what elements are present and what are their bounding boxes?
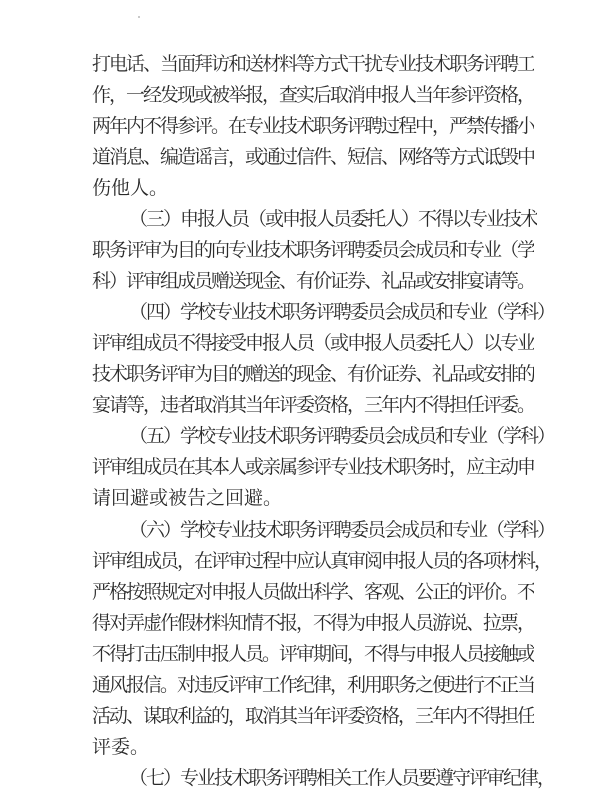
document-line: 伤他人。 [92,177,169,199]
document-line: 宴请等，违者取消其当年评委资格，三年内不得担任评委。 [92,394,535,416]
document-line: 评审组成员在其本人或亲属参评专业技术职务时，应主动申 [92,456,535,478]
document-line: （五）学校专业技术职务评聘委员会成员和专业（学科） [129,425,555,447]
document-line: 不得打击压制申报人员。评审期间，不得与申报人员接触或 [92,643,535,665]
document-line: 请回避或被告之回避。 [92,487,283,509]
scan-artifact [138,16,140,18]
document-line: 两年内不得参评。在专业技术职务评聘过程中，严禁传播小 [92,115,535,137]
document-line: 评审组成员不得接受申报人员（或申报人员委托人）以专业 [92,332,535,354]
document-line: 打电话、当面拜访和送材料等方式干扰专业技术职务评聘工 [92,53,535,75]
document-line: 评委。 [92,736,150,758]
document-line: （四）学校专业技术职务评聘委员会成员和专业（学科） [129,301,555,323]
document-line: 道消息、编造谣言，或通过信件、短信、网络等方式诋毁中 [92,146,535,168]
document-line: 严格按照规定对申报人员做出科学、客观、公正的评价。不 [92,581,535,603]
document-line: 职务评审为目的向专业技术职务评聘委员会成员和专业（学 [92,239,535,261]
document-line: 科）评审组成员赠送现金、有价证券、礼品或安排宴请等。 [92,270,535,292]
document-line: 得对弄虚作假材料知情不报，不得为申报人员游说、拉票， [92,612,535,634]
document-line: （七）专业技术职务评聘相关工作人员要遵守评审纪律， [129,767,555,789]
document-line: 作，一经发现或被举报，查实后取消申报人当年参评资格， [92,84,535,106]
document-line: 技术职务评审为目的赠送的现金、有价证券、礼品或安排的 [92,363,535,385]
document-line: 通风报信。对违反评审工作纪律，利用职务之便进行不正当 [92,674,535,696]
document-line: 评审组成员，在评审过程中应认真审阅申报人员的各项材料， [92,550,552,572]
document-line: 活动、谋取利益的，取消其当年评委资格，三年内不得担任 [92,705,535,727]
document-line: （六）学校专业技术职务评聘委员会成员和专业（学科） [129,519,555,541]
document-line: （三）申报人员（或申报人员委托人）不得以专业技术 [129,208,538,230]
